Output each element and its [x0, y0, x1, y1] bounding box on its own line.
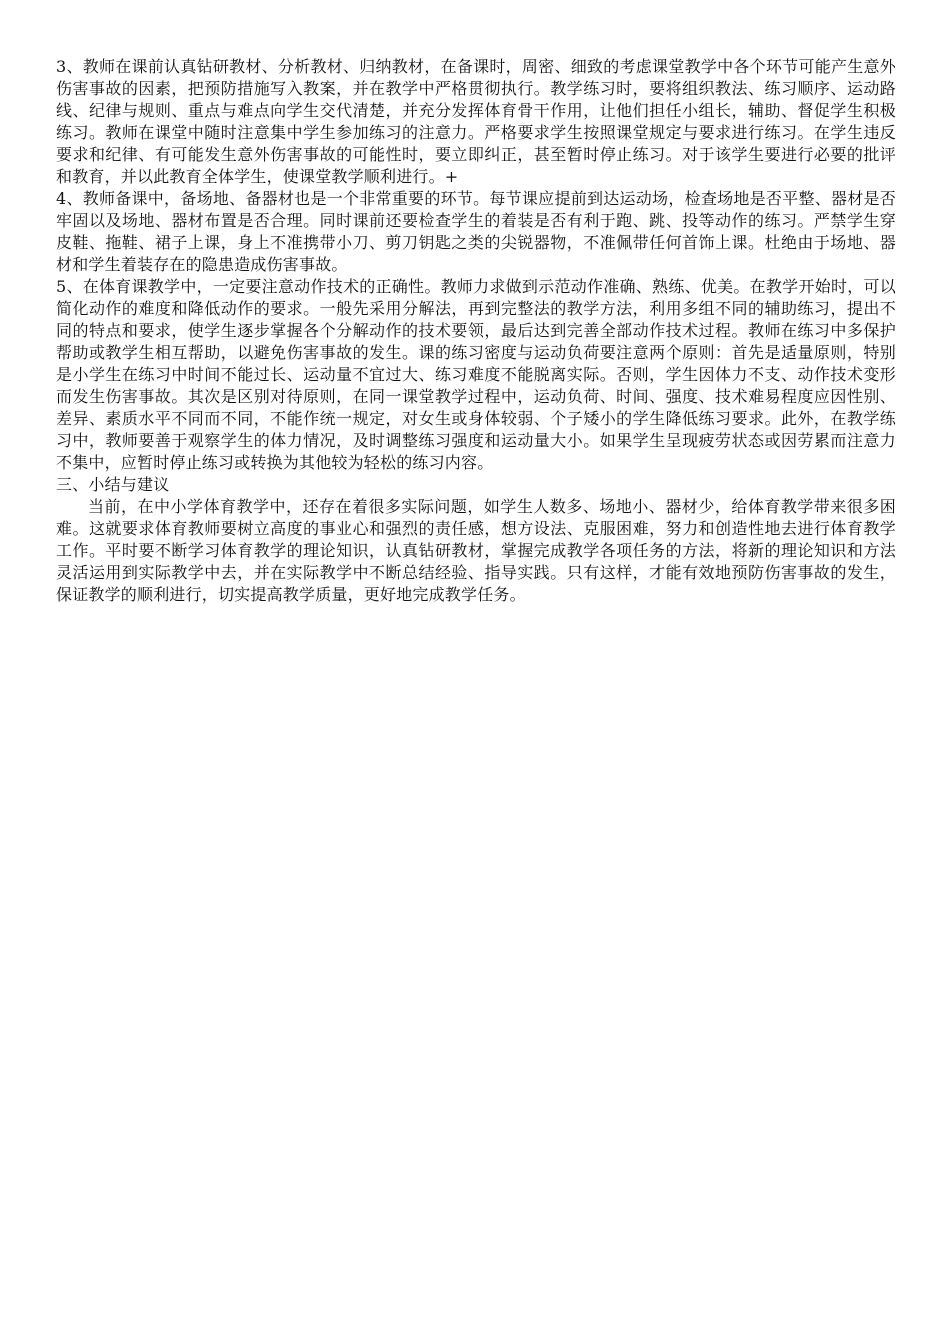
conclusion-paragraph: 当前，在中小学体育教学中，还存在着很多实际问题，如学生人数多、场地小、器材少，给体育教学带来很多困难。这就要求体育教师要树立高度的事业心和强烈的责任感，想方设法、克服困难，努力和创造性地去进行体育教学工作。平时要不断学习体育教学的理论知识，认真钻研教材，掌握完成教学各项任务的方法，将新的理论知识和方法灵活运用到实际教学中去，并在实际教学中不断总结经验、指导实践。只有这样，才能有效地预防伤害事故的发生，保证教学的顺利进行，切实提高教学质量，更好地完成教学任务。 — [56, 497, 896, 604]
section-heading: 三、小结与建议 — [56, 475, 170, 494]
paragraph-item-3: 3、教师在课前认真钻研教材、分析教材、归纳教材，在备课时，周密、细致的考虑课堂教学中各个环节可能产生意外伤害事故的因素，把预防措施写入教案，并在教学中严格贯彻执行。教学练习时，要将组织教法、练习顺序、运动路线、纪律与规则、重点与难点向学生交代清楚，并充分发挥体育骨干作用，让他们担任小组长，辅助、督促学生积极练习。教师在课堂中随时注意集中学生参加练习的注意力。严格要求学生按照课堂规定与要求进行练习。在学生违反要求和纪律、有可能发生意外伤害事故的可能性时，要立即纠正，甚至暂时停止练习。对于该学生要进行必要的批评和教育，并以此教育全体学生，使课堂教学顺利进行。+ — [56, 57, 896, 186]
paragraph-item-4: 4、教师备课中，备场地、备器材也是一个非常重要的环节。每节课应提前到达运动场，检查场地是否平整、器材是否牢固以及场地、器材布置是否合理。同时课前还要检查学生的着装是否有利于跑、跳、投等动作的练习。严禁学生穿皮鞋、拖鞋、裙子上课，身上不准携带小刀、剪刀钥匙之类的尖锐器物，不准佩带任何首饰上课。杜绝由于场地、器材和学生着装存在的隐患造成伤害事故。 — [56, 189, 896, 274]
paragraph-item-5: 5、在体育课教学中，一定要注意动作技术的正确性。教师力求做到示范动作准确、熟练、优美。在教学开始时，可以简化动作的难度和降低动作的要求。一般先采用分解法，再到完整法的教学方法，利用多组不同的辅助练习，提出不同的特点和要求，使学生逐步掌握各个分解动作的技术要领，最后达到完善全部动作技术过程。教师在练习中多保护帮助或教学生相互帮助，以避免伤害事故的发生。课的练习密度与运动负荷要注意两个原则：首先是适量原则，特别是小学生在练习中时间不能过长、运动量不宜过大、练习难度不能脱离实际。否则，学生因体力不支、动作技术变形而发生伤害事故。其次是区别对待原则，在同一课堂教学过程中，运动负荷、时间、强度、技术难易程度应因性别、差异、素质水平不同而不同，不能作统一规定，对女生或身体较弱、个子矮小的学生降低练习要求。此外，在教学练习中，教师要善于观察学生的体力情况，及时调整练习强度和运动量大小。如果学生呈现疲劳状态或因劳累而注意力不集中，应暂时停止练习或转换为其他较为轻松的练习内容。 — [56, 277, 896, 472]
document-page — [56, 56, 896, 606]
